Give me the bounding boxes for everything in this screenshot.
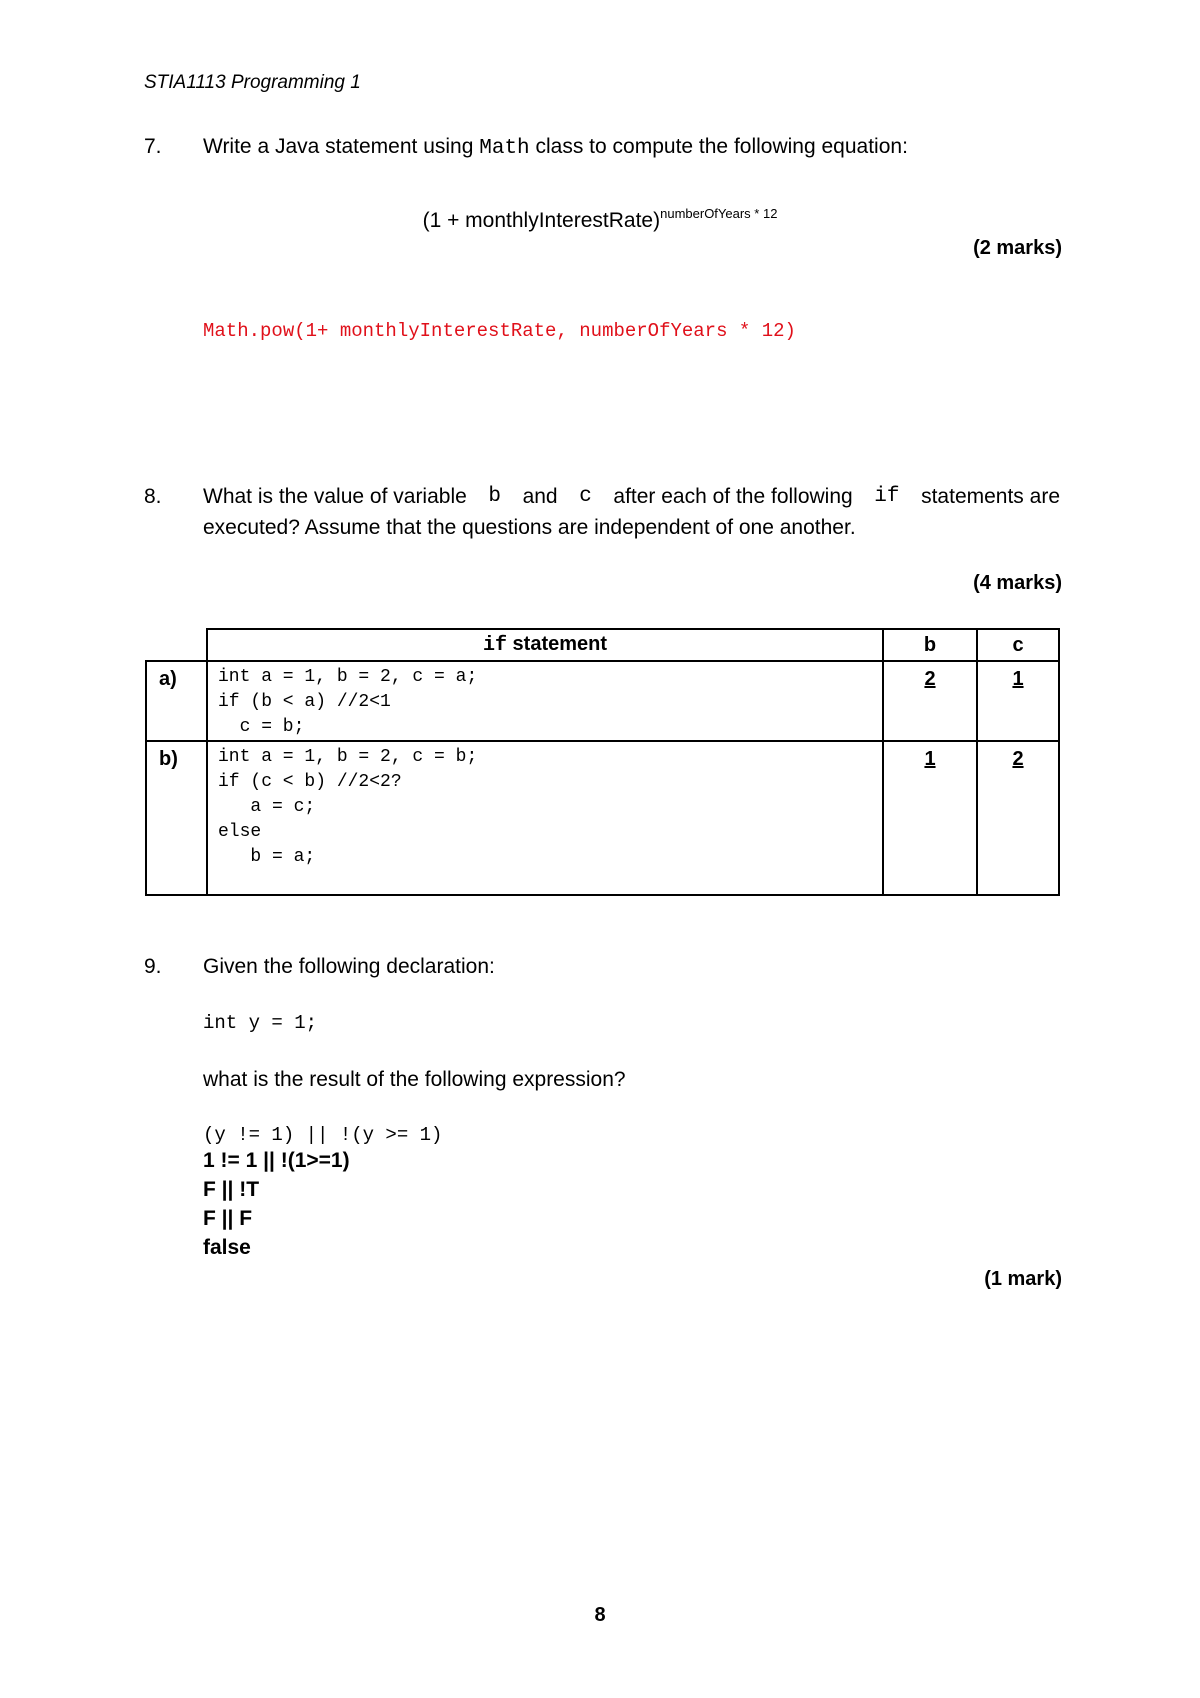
q8-text [203,481,1060,543]
q8-line2: executed? Assume that the questions are independent of one another. [203,516,856,539]
row-code: int a = 1, b = 2, c = b; if (c < b) //2<2? a = c; else b = a; [207,741,883,895]
q7-text [203,131,908,164]
q7-text-part: Write a Java statement using [203,135,480,158]
q7-code-math: Math [479,137,530,160]
q8-code-c: c [579,485,592,508]
column-header-if-statement [207,629,883,661]
q8-code-if: if [874,485,900,508]
q8-marks: (4 marks) [973,572,1062,594]
row-value-c: 2 [977,741,1059,895]
page-header: STIA1113 Programming 1 [144,72,361,93]
column-header-c: c [977,629,1059,661]
header-code-if: if [482,634,507,657]
q9-work-line: F || !T [203,1178,260,1201]
q9-number: 9. [144,955,162,978]
q9-marks: (1 mark) [984,1268,1062,1290]
q9-line2: what is the result of the following expression? [203,1068,626,1091]
q9-work-line: false [203,1236,251,1259]
q9-line1: Given the following declaration: [203,955,495,978]
row-code: int a = 1, b = 2, c = a; if (b < a) //2<1 c = b; [207,661,883,741]
results-table [145,628,1060,896]
q9-declaration: int y = 1; [203,1012,318,1034]
q9-work-line: 1 != 1 || !(1>=1) [203,1149,350,1172]
q9-work-line: F || F [203,1207,253,1230]
row-value-b: 2 [883,661,977,741]
column-header-b: b [883,629,977,661]
table-header-row [146,629,1059,661]
table-corner-cell [146,629,207,661]
row-value-c: 1 [977,661,1059,741]
q9-expression: (y != 1) || !(y >= 1) [203,1124,443,1146]
q7-answer: Math.pow(1+ monthlyInterestRate, numberOfYears * 12) [203,320,796,342]
q8-word: and [522,485,558,508]
q7-number: 7. [144,135,162,158]
q7-marks: (2 marks) [973,237,1062,259]
q9-working [203,1146,350,1262]
if-statement-table [145,628,1058,896]
q8-word: statements are [921,485,1060,508]
q7-equation-exponent: numberOfYears * 12 [660,206,778,221]
q7-equation-base: (1 + monthlyInterestRate) [422,209,661,232]
q7-equation [0,206,1200,233]
row-label: b) [146,741,207,895]
q8-line1 [203,481,1060,512]
q8-number: 8. [144,485,162,508]
row-label: a) [146,661,207,741]
q8-word: What is the value of variable [203,485,467,508]
table-row [146,741,1059,895]
q8-code-b: b [488,485,501,508]
q7-text-part: class to compute the following equation: [529,135,908,158]
table-row [146,661,1059,741]
page-number: 8 [594,1604,606,1626]
row-value-b: 1 [883,741,977,895]
q8-word: after each of the following [613,485,853,508]
header-statement-label: statement [506,633,608,655]
